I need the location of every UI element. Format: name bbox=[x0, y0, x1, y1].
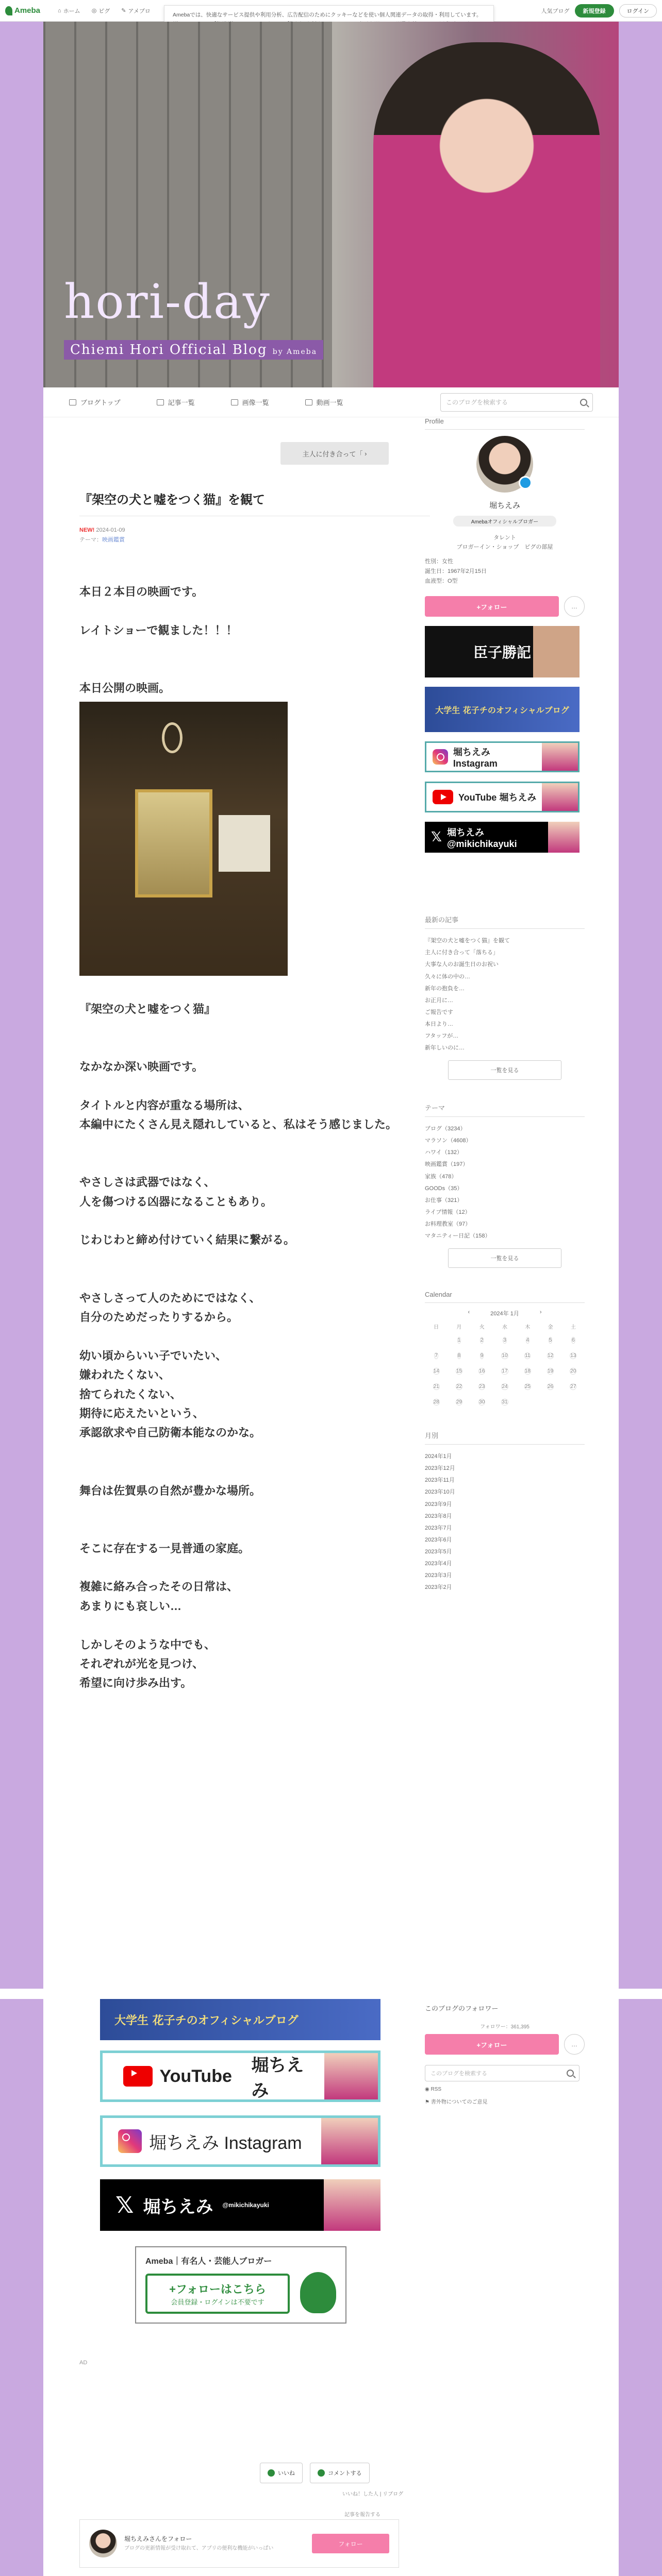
like-button[interactable]: いいね bbox=[260, 2463, 303, 2483]
calendar-day[interactable] bbox=[562, 1382, 585, 1392]
calendar-day-number[interactable]: 15 bbox=[456, 1368, 462, 1375]
archive-link[interactable]: 2023年10月 bbox=[425, 1489, 455, 1496]
calendar-day[interactable] bbox=[471, 1351, 493, 1361]
recent-heading: 最新の記事 bbox=[425, 914, 585, 929]
calendar-day[interactable] bbox=[448, 1366, 470, 1377]
entry-line: 嫌われたくない、 bbox=[79, 1368, 171, 1382]
calendar-weekday: 火 bbox=[479, 1325, 485, 1331]
entry-line bbox=[79, 980, 430, 999]
instagram-icon bbox=[433, 749, 448, 765]
calendar-day-number[interactable]: 1 bbox=[457, 1337, 461, 1344]
calendar-next[interactable]: › bbox=[539, 1309, 542, 1316]
calendar-day-number[interactable]: 27 bbox=[570, 1384, 576, 1390]
entry-line bbox=[79, 1269, 430, 1288]
entry-title[interactable]: 『架空の犬と嘘をつく猫』を観て bbox=[79, 489, 430, 516]
follow-card: 堀ちえみさんをフォロー ブログの更新情報が受け取れて、アプリの便利な機能がいっぱい フォロー bbox=[79, 2519, 399, 2568]
entry-line: やさしさは武器ではなく、 bbox=[79, 1176, 216, 1189]
archive-list bbox=[425, 1451, 585, 1594]
calendar-day-number[interactable]: 11 bbox=[525, 1353, 531, 1359]
lower-sidebar bbox=[425, 1999, 585, 2105]
profile-name[interactable]: 堀ちえみ bbox=[489, 501, 520, 510]
popular-blogs-link[interactable]: 人気ブログ bbox=[541, 8, 570, 14]
banner-thumbnail bbox=[542, 743, 578, 771]
more-options-button[interactable]: … bbox=[564, 2034, 585, 2055]
entry-line: じわじわと締め付けていく結果に繋がる。 bbox=[79, 1233, 295, 1247]
entry-line bbox=[79, 1500, 430, 1519]
calendar-day[interactable] bbox=[493, 1382, 516, 1392]
calendar-day-number[interactable]: 20 bbox=[570, 1368, 576, 1375]
entry-line: なかなか深い映画です。 bbox=[79, 1060, 204, 1073]
entry-line: 人を傷つける凶器になることもあり。 bbox=[79, 1195, 273, 1208]
theme-link[interactable]: ライブ情報（12） bbox=[425, 1209, 471, 1215]
entry-line: 複雑に絡み合ったその日常は、 bbox=[79, 1580, 239, 1594]
entry-line: タイトルと内容が重なる場所は、 bbox=[79, 1098, 250, 1112]
next-entry-button[interactable]: 主人に付き合って「 › bbox=[280, 442, 389, 465]
banner-photo bbox=[321, 2118, 378, 2164]
recent-entry-link[interactable]: 『架空の犬と嘘をつく猫』を観て bbox=[425, 938, 510, 944]
calendar-day[interactable] bbox=[448, 1397, 470, 1408]
archive-heading: 月別 bbox=[425, 1430, 585, 1445]
calendar-day-number[interactable]: 7 bbox=[435, 1353, 438, 1359]
entry-line bbox=[79, 1211, 430, 1230]
theme-heading: テーマ bbox=[425, 1103, 585, 1117]
entry-line bbox=[79, 1462, 430, 1481]
more-options-button[interactable]: … bbox=[564, 596, 585, 617]
photo-sign bbox=[162, 722, 183, 753]
calendar-day-number[interactable]: 17 bbox=[502, 1368, 508, 1375]
calendar-day[interactable] bbox=[493, 1366, 516, 1377]
lower-banner-youtube[interactable]: YouTube 堀ちえみ bbox=[100, 2050, 380, 2102]
theme-link[interactable]: ブログ（3234） bbox=[425, 1126, 466, 1132]
archive-link[interactable]: 2023年3月 bbox=[425, 1572, 452, 1579]
calendar-day[interactable] bbox=[562, 1351, 585, 1361]
entry-line bbox=[79, 1134, 430, 1153]
calendar-day[interactable] bbox=[539, 1335, 561, 1346]
calendar-day-number[interactable]: 10 bbox=[502, 1353, 508, 1359]
calendar-day[interactable] bbox=[539, 1382, 561, 1392]
nav-ameblo[interactable]: ✎ アメブロ bbox=[121, 8, 151, 14]
calendar-grid bbox=[425, 1323, 585, 1408]
blog-search-input[interactable]: このブログを検索する bbox=[440, 393, 593, 412]
like-icon bbox=[268, 2469, 275, 2477]
blog-title: hori-day bbox=[64, 274, 271, 329]
follow-card-button[interactable]: フォロー bbox=[312, 2534, 389, 2553]
official-badge: Amebaオフィシャルブロガー bbox=[453, 516, 556, 527]
calendar-day[interactable] bbox=[562, 1335, 585, 1346]
entry-meta: NEW! 2024-01-09 テーマ：映画鑑賞 bbox=[79, 527, 125, 543]
calendar-day bbox=[516, 1397, 539, 1408]
lower-banner-instagram[interactable]: 堀ちえみ Instagram bbox=[100, 2115, 380, 2167]
entry-line bbox=[79, 1019, 430, 1038]
archive-link[interactable]: 2023年6月 bbox=[425, 1536, 452, 1543]
ameba-mascot-icon bbox=[300, 2272, 336, 2313]
calendar-day[interactable] bbox=[471, 1382, 493, 1392]
calendar-month: 2024年 1月 bbox=[490, 1311, 519, 1317]
login-button[interactable]: ログイン bbox=[619, 4, 657, 18]
calendar-day[interactable] bbox=[493, 1397, 516, 1408]
calendar-day-number[interactable]: 3 bbox=[503, 1337, 506, 1344]
calendar-day-number[interactable]: 30 bbox=[479, 1399, 485, 1405]
calendar-weekday: 金 bbox=[548, 1325, 553, 1331]
calendar-day[interactable] bbox=[471, 1335, 493, 1346]
calendar-day-number[interactable]: 16 bbox=[479, 1368, 485, 1375]
video-icon bbox=[305, 399, 312, 405]
entry-line bbox=[79, 659, 430, 679]
recent-entry-link[interactable]: 新年しいのに… bbox=[425, 1045, 465, 1052]
calendar-day bbox=[425, 1335, 448, 1346]
follow-button[interactable]: +フォロー bbox=[425, 2034, 559, 2055]
hero-photo bbox=[373, 42, 600, 387]
rss-link[interactable]: ◉ RSS bbox=[425, 2087, 442, 2092]
avatar[interactable] bbox=[89, 2530, 117, 2557]
calendar-day-number[interactable]: 6 bbox=[572, 1337, 575, 1344]
entry-line: やさしさって人のためにではなく、 bbox=[79, 1291, 261, 1304]
entry-line: しかしそのような中でも、 bbox=[79, 1638, 216, 1651]
archive-link[interactable]: 2023年2月 bbox=[425, 1584, 452, 1591]
entry-line bbox=[79, 1250, 430, 1269]
ameba-leaf-icon bbox=[5, 6, 12, 15]
archive-link[interactable]: 2023年4月 bbox=[425, 1560, 452, 1567]
calendar-day[interactable] bbox=[425, 1351, 448, 1361]
recent-entry-link[interactable]: 本日より… bbox=[425, 1021, 453, 1027]
entry-line: 舞台は佐賀県の自然が豊かな場所。 bbox=[79, 1484, 261, 1497]
recent-entry-link[interactable]: フタッフが… bbox=[425, 1033, 459, 1039]
entry-line: 『架空の犬と嘘をつく猫』 bbox=[79, 1002, 216, 1015]
report-link[interactable]: 記事を報告する bbox=[344, 2512, 380, 2518]
banner-thumbnail bbox=[542, 783, 578, 811]
calendar-weekday: 土 bbox=[570, 1325, 576, 1331]
banner-official-blog[interactable]: 大学生 花子チのオフィシャルブログ bbox=[425, 687, 580, 732]
calendar-day-number[interactable]: 21 bbox=[433, 1384, 439, 1390]
recent-entry-link[interactable]: お正月に… bbox=[425, 997, 453, 1004]
calendar-day-number[interactable]: 29 bbox=[456, 1399, 462, 1405]
nav-image-list[interactable]: 画像一覧 bbox=[231, 397, 269, 407]
entry-line bbox=[79, 1154, 430, 1173]
archive-link[interactable]: 2023年9月 bbox=[425, 1501, 452, 1507]
calendar-day[interactable] bbox=[493, 1351, 516, 1361]
cookie-notice-text: Amebaでは、快適なサービス提供や利用分析、広告配信のためにクッキーなどを使い個人関連データの取得・利用しています。 bbox=[173, 12, 482, 18]
entry-line: あまりにも哀しい… bbox=[79, 1599, 182, 1613]
calendar-day[interactable] bbox=[471, 1366, 493, 1377]
theme-list bbox=[425, 1123, 585, 1242]
blog-subtitle: Chiemi Hori Official Blog by Ameba bbox=[64, 340, 323, 360]
entry-line bbox=[79, 1558, 430, 1577]
entry-line: 幼い頃からいい子でいたい、 bbox=[79, 1349, 227, 1362]
calendar-weekday: 月 bbox=[456, 1325, 462, 1331]
archive-link[interactable]: 2023年7月 bbox=[425, 1524, 452, 1531]
search-icon[interactable] bbox=[567, 2070, 574, 2077]
calendar-day[interactable] bbox=[516, 1351, 539, 1361]
entry-line: そこに存在する一見普通の家庭。 bbox=[79, 1541, 250, 1555]
list-icon bbox=[157, 399, 164, 405]
recent-list bbox=[425, 935, 585, 1054]
entry-theme-link[interactable]: 映画鑑賞 bbox=[102, 536, 125, 543]
theme-link[interactable]: ハワイ（132） bbox=[425, 1149, 463, 1156]
calendar-day-number[interactable]: 4 bbox=[526, 1337, 529, 1344]
entry-line: 捨てられたくない、 bbox=[79, 1387, 182, 1401]
recent-entry-link[interactable]: 主人に付き合って「落ちる」 bbox=[425, 950, 499, 956]
nav-pigg[interactable]: ◎ ピグ bbox=[91, 8, 110, 14]
calendar-day-number[interactable]: 14 bbox=[433, 1368, 439, 1375]
followers-heading: このブログのフォロワー bbox=[425, 2005, 499, 2012]
like-list-link[interactable]: いいね！した人 | リブログ bbox=[342, 2492, 404, 2497]
archive-link[interactable]: 2024年1月 bbox=[425, 1453, 452, 1460]
entry-line bbox=[79, 1519, 430, 1538]
calendar-day-number[interactable]: 28 bbox=[433, 1399, 439, 1405]
entry-line: 本日２本目の映画です。 bbox=[79, 585, 204, 598]
calendar-day-number[interactable]: 25 bbox=[524, 1384, 531, 1390]
ad-label: AD bbox=[79, 2360, 88, 2366]
register-button[interactable]: 新規登録 bbox=[575, 4, 614, 18]
banner-photo bbox=[324, 2053, 378, 2099]
youtube-icon bbox=[123, 2066, 153, 2087]
nav-entry-list[interactable]: 記事一覧 bbox=[157, 397, 195, 407]
entry-line bbox=[79, 1443, 430, 1462]
calendar-day-number[interactable]: 2 bbox=[480, 1337, 484, 1344]
calendar-day[interactable] bbox=[425, 1397, 448, 1408]
theme-link[interactable]: お仕事（321） bbox=[425, 1197, 463, 1204]
lower-banner-x[interactable]: 𝕏 堀ちえみ @mikichikayuki bbox=[100, 2179, 380, 2231]
entry-body bbox=[79, 582, 430, 1693]
image-icon bbox=[231, 399, 238, 405]
entry-line: 本日公開の映画。 bbox=[79, 681, 171, 694]
profile-heading: Profile bbox=[425, 417, 585, 430]
entry-date: 2024-01-09 bbox=[96, 527, 125, 533]
theme-link[interactable]: マラソン（4608） bbox=[425, 1138, 472, 1144]
theme-link[interactable]: お料理教室（97） bbox=[425, 1221, 471, 1227]
lower-section bbox=[43, 1999, 619, 2576]
calendar-day-number[interactable]: 13 bbox=[570, 1353, 576, 1359]
entry-line bbox=[79, 1327, 430, 1346]
calendar-day[interactable] bbox=[493, 1335, 516, 1346]
entry-line bbox=[79, 601, 430, 620]
calendar-day-number[interactable]: 5 bbox=[549, 1337, 552, 1344]
banner-photo bbox=[324, 2179, 380, 2231]
x-logo-icon: 𝕏 bbox=[431, 829, 442, 845]
entry-line: 希望に向け歩み出す。 bbox=[79, 1676, 192, 1690]
archive-link[interactable]: 2023年8月 bbox=[425, 1513, 452, 1519]
avatar[interactable] bbox=[476, 436, 533, 493]
theme-link[interactable]: GOODs（35） bbox=[425, 1185, 463, 1192]
calendar-prev[interactable]: ‹ bbox=[468, 1309, 470, 1316]
calendar-heading: Calendar bbox=[425, 1291, 585, 1303]
calendar-day bbox=[562, 1397, 585, 1408]
entry-line: 承認欲求や自己防衛本能なのかな。 bbox=[79, 1426, 261, 1439]
home-icon bbox=[69, 399, 76, 405]
calendar-weekday: 木 bbox=[525, 1325, 531, 1331]
recent-more-button[interactable]: 一覧を見る bbox=[448, 1060, 561, 1080]
followers-count: フォロワー：361,395 bbox=[480, 2024, 529, 2030]
calendar-day-number[interactable]: 22 bbox=[456, 1384, 462, 1390]
ameba-follow-banner[interactable]: Ameba｜有名人・芸能人ブロガー +フォローはこちら 会員登録・ログインは不要です bbox=[135, 2246, 346, 2324]
photo-frame bbox=[219, 815, 270, 872]
calendar-day[interactable] bbox=[539, 1366, 561, 1377]
profile-genre: タレント ブロガーイン・ショップ ピグの部屋 bbox=[456, 535, 553, 550]
instagram-icon bbox=[118, 2129, 142, 2153]
calendar-day-number[interactable]: 8 bbox=[457, 1353, 461, 1359]
calendar-day[interactable] bbox=[471, 1397, 493, 1408]
entry-line: レイトショーで観ました！！！ bbox=[79, 623, 238, 637]
calendar-day[interactable] bbox=[448, 1335, 470, 1346]
recent-entry-link[interactable]: 新年の抱負を… bbox=[425, 985, 465, 992]
search-icon[interactable] bbox=[580, 399, 587, 406]
entry-line bbox=[79, 1616, 430, 1635]
verified-badge-icon bbox=[519, 476, 532, 489]
photo-poster bbox=[135, 789, 212, 897]
follow-button[interactable]: +フォロー bbox=[425, 596, 559, 617]
archive-link[interactable]: 2023年12月 bbox=[425, 1465, 455, 1472]
calendar-day[interactable] bbox=[448, 1382, 470, 1392]
calendar-day-number[interactable]: 9 bbox=[480, 1353, 484, 1359]
calendar-day-number[interactable]: 23 bbox=[479, 1384, 485, 1390]
calendar-day-number[interactable]: 19 bbox=[548, 1368, 554, 1375]
calendar-weekday: 水 bbox=[502, 1325, 507, 1331]
blog-nav bbox=[43, 387, 619, 417]
banner-youtube[interactable]: YouTube 堀ちえみ bbox=[425, 782, 580, 812]
calendar-day-number[interactable]: 26 bbox=[548, 1384, 554, 1390]
theme-link[interactable]: 家族（478） bbox=[425, 1173, 457, 1180]
entry-line: それぞれが光を見つけ、 bbox=[79, 1657, 204, 1671]
nav-video-list[interactable]: 動画一覧 bbox=[305, 397, 343, 407]
entry-line bbox=[79, 1038, 430, 1057]
recent-entry-link[interactable]: 大事な人のお誕生日のお祝い bbox=[425, 961, 499, 968]
theme-link[interactable]: マタニティー日記（158） bbox=[425, 1233, 491, 1240]
calendar-day[interactable] bbox=[516, 1335, 539, 1346]
archive-link[interactable]: 2023年11月 bbox=[425, 1477, 455, 1484]
sidebar-search-input[interactable]: このブログを検索する bbox=[425, 2065, 580, 2081]
entry-line bbox=[79, 1076, 430, 1095]
calendar-day[interactable] bbox=[539, 1351, 561, 1361]
hero-background bbox=[43, 22, 332, 387]
recent-entry-link[interactable]: ご報告です bbox=[425, 1009, 453, 1015]
entry-photo[interactable] bbox=[79, 702, 288, 976]
ameba-logo[interactable]: Ameba bbox=[5, 6, 40, 15]
banner-x[interactable]: 𝕏 堀ちえみ @mikichikayuki bbox=[425, 822, 580, 853]
entry-line: 本編中にたくさん見え隠れしていると、私はそう感じました。 bbox=[79, 1118, 398, 1131]
calendar-day-number[interactable]: 24 bbox=[502, 1384, 508, 1390]
lower-banner-official-blog[interactable]: 大学生 花子チのオフィシャルブログ bbox=[100, 1999, 380, 2040]
archive-link[interactable]: 2023年5月 bbox=[425, 1548, 452, 1555]
entry-line: 期待に応えたいという、 bbox=[79, 1406, 205, 1420]
calendar-day[interactable] bbox=[516, 1366, 539, 1377]
banner-instagram[interactable]: 堀ちえみ Instagram bbox=[425, 741, 580, 772]
calendar-day[interactable] bbox=[562, 1366, 585, 1377]
report-inappropriate-link[interactable]: ⚑ 書外物についてのご意見 bbox=[425, 2099, 488, 2105]
banner-book[interactable]: 臣子勝記 bbox=[425, 626, 580, 677]
comment-icon bbox=[318, 2469, 325, 2477]
comment-button[interactable]: コメントする bbox=[310, 2463, 370, 2483]
calendar-weekday: 日 bbox=[434, 1325, 439, 1331]
theme-link[interactable]: 映画鑑賞（197） bbox=[425, 1161, 469, 1168]
sidebar bbox=[425, 417, 585, 1594]
recent-entry-link[interactable]: 久々に体の中の… bbox=[425, 973, 470, 980]
calendar-day[interactable] bbox=[516, 1382, 539, 1392]
youtube-icon bbox=[433, 790, 453, 804]
entry-line: 自分のためだったりするから。 bbox=[79, 1310, 239, 1324]
nav-blog-top[interactable]: ブログトップ bbox=[69, 397, 121, 407]
new-badge: NEW! bbox=[79, 527, 95, 533]
theme-more-button[interactable]: 一覧を見る bbox=[448, 1248, 561, 1268]
calendar-day-number[interactable]: 12 bbox=[548, 1353, 554, 1359]
calendar-day[interactable] bbox=[425, 1382, 448, 1392]
calendar-day[interactable] bbox=[425, 1366, 448, 1377]
entry-line bbox=[79, 640, 430, 659]
x-logo-icon: 𝕏 bbox=[115, 2192, 134, 2218]
nav-home[interactable]: ⌂ ホーム bbox=[58, 7, 80, 14]
calendar-day[interactable] bbox=[448, 1351, 470, 1361]
blog-header-image[interactable] bbox=[43, 22, 619, 387]
main-panel bbox=[43, 417, 619, 1989]
banner-thumbnail bbox=[548, 822, 580, 853]
calendar-day-number[interactable]: 18 bbox=[524, 1368, 531, 1375]
profile-details: 性別：女性 誕生日：1967年2月15日 血液型：O型 bbox=[425, 558, 487, 584]
calendar-day bbox=[539, 1397, 561, 1408]
calendar-day-number[interactable]: 31 bbox=[502, 1399, 508, 1405]
